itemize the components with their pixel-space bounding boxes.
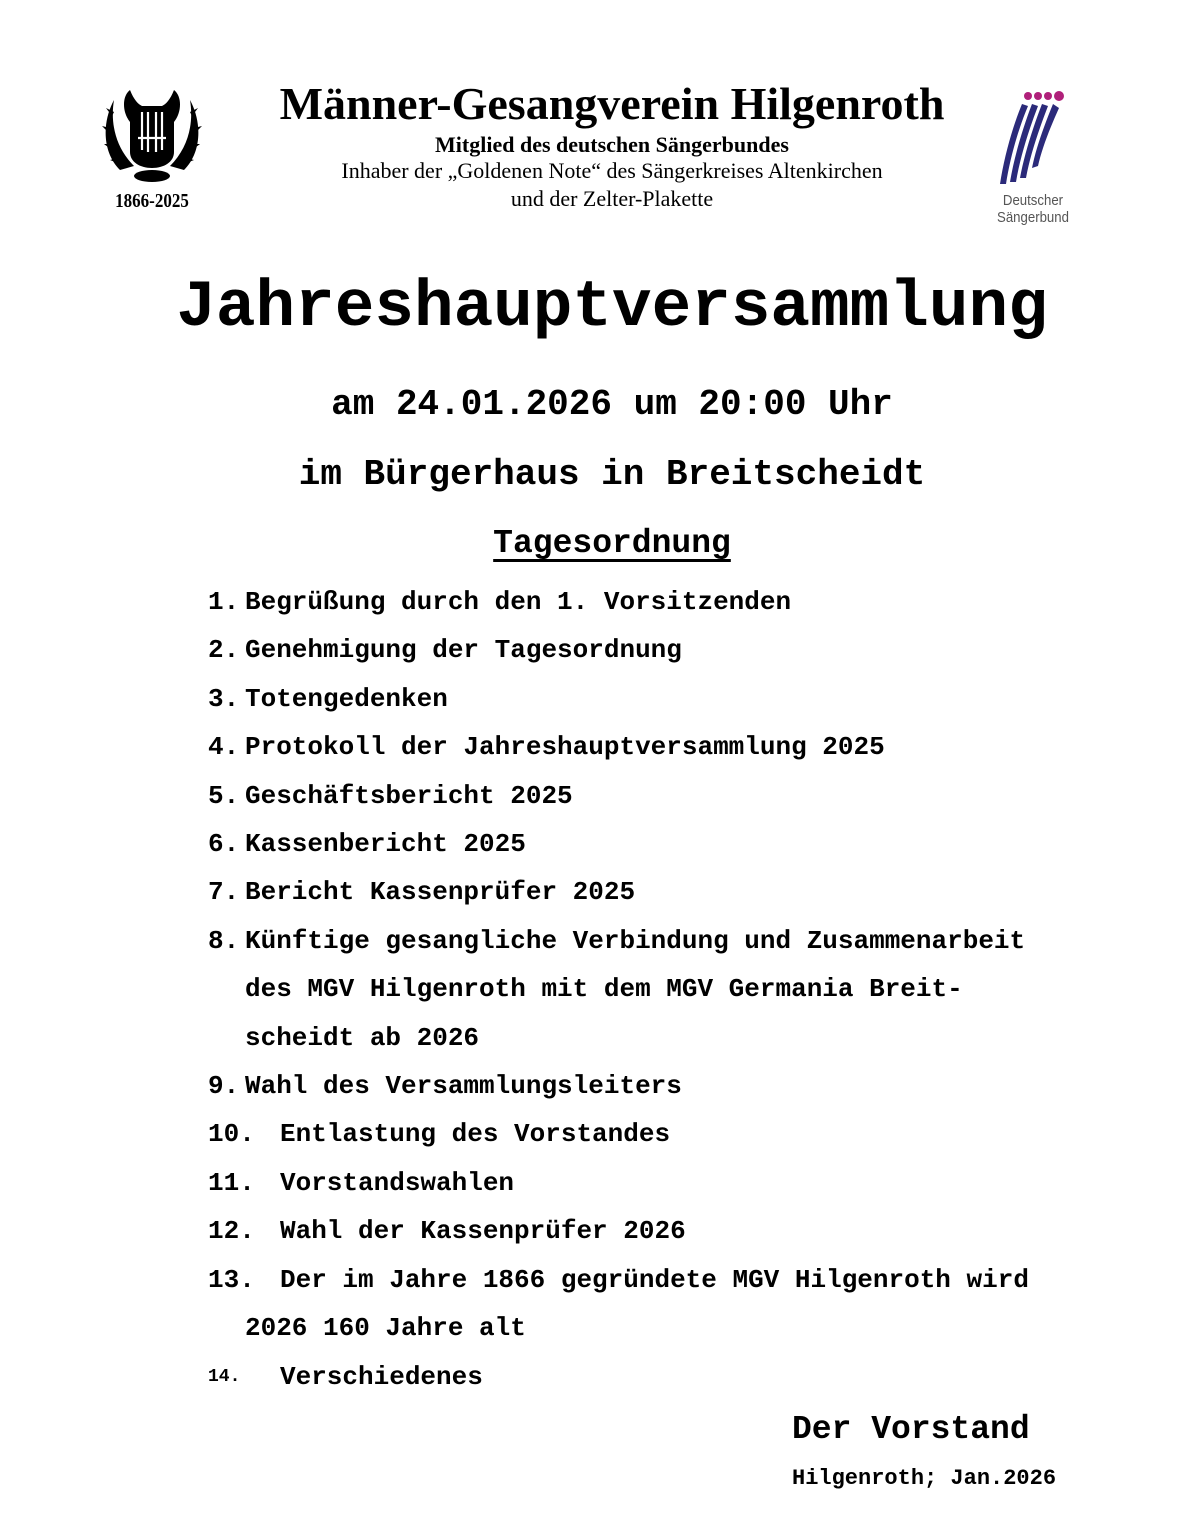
signature: Der Vorstand	[792, 1411, 1030, 1448]
place-date: Hilgenroth; Jan.2026	[792, 1466, 1057, 1491]
agenda-item-number: 11.	[208, 1167, 255, 1198]
agenda-item	[208, 1353, 1128, 1401]
agenda-item-text: Totengedenken	[245, 683, 448, 714]
agenda-item-text: Kassenbericht 2025	[245, 829, 526, 860]
agenda-item	[208, 675, 1128, 723]
agenda-item-number: 14.	[208, 1366, 241, 1387]
agenda-item	[208, 917, 1128, 1062]
agenda-item-number: 4.	[208, 732, 240, 763]
membership-line: Mitglied des deutschen Sängerbundes	[435, 132, 789, 157]
agenda-item-text: Begrüßung durch den 1. Vorsitzenden	[245, 587, 792, 617]
emblem-years: 1866-2025	[115, 190, 189, 212]
agenda-item	[208, 1256, 1128, 1353]
page-title: Jahreshauptversammlung	[176, 270, 1048, 345]
agenda-item-number: 8.	[208, 925, 240, 956]
agenda-item-text: Verschiedenes	[280, 1361, 483, 1392]
agenda-item-number: 12.	[208, 1216, 255, 1247]
agenda-item-text: Protokoll der Jahreshauptversammlung 2025	[245, 732, 885, 763]
agenda-item-text: Geschäftsbericht 2025	[245, 780, 573, 811]
agenda-item-text: Genehmigung der Tagesordnung	[245, 635, 682, 666]
agenda-item-number: 5.	[208, 780, 240, 811]
agenda-item-number: 1.	[208, 587, 240, 617]
agenda-item	[208, 1062, 1128, 1110]
agenda-item-text: Vorstandswahlen	[280, 1167, 515, 1198]
agenda-heading-text: Tagesordnung	[493, 525, 731, 562]
agenda-item-text: Wahl der Kassenprüfer 2026	[280, 1216, 686, 1247]
agenda-item-text: Entlastung des Vorstandes	[280, 1119, 671, 1150]
club-name: Männer-Gesangverein Hilgenroth	[279, 78, 945, 129]
agenda-item-text: Der im Jahre 1866 gegründete MGV Hilgenroth wird 2026 160 Jahre alt	[245, 1264, 1029, 1344]
agenda-list	[208, 578, 1128, 1401]
agenda-item-number: 9.	[208, 1071, 240, 1102]
agenda-heading	[0, 522, 1184, 566]
agenda-item-number: 3.	[208, 683, 240, 714]
agenda-item	[208, 772, 1128, 820]
event-place: im Bürgerhaus in Breitscheidt	[298, 454, 926, 495]
agenda-item-text: Künftige gesangliche Verbindung und Zusammenarbeit des MGV Hilgenroth mit dem MGV Germania Breit- scheidt ab 2026	[245, 925, 1026, 1053]
lyre-emblem-icon	[100, 82, 204, 186]
agenda-item-number: 13.	[208, 1264, 255, 1295]
agenda-item	[208, 578, 1128, 626]
agenda-item	[208, 626, 1128, 674]
letterhead	[0, 0, 1184, 230]
agenda-item-number: 2.	[208, 635, 240, 666]
agenda-item-number: 7.	[208, 877, 240, 908]
agenda-item	[208, 1207, 1128, 1255]
agenda-item	[208, 820, 1128, 868]
agenda-item-text: Bericht Kassenprüfer 2025	[245, 877, 636, 908]
agenda-item	[208, 1159, 1128, 1207]
award-line-1: Inhaber der „Goldenen Note“ des Sängerkreises Altenkirchen	[341, 158, 883, 183]
agenda-item-number: 6.	[208, 829, 240, 860]
award-line-2: und der Zelter-Plakette	[510, 186, 714, 211]
agenda-item-text: Wahl des Versammlungsleiters	[245, 1071, 682, 1102]
saengerbund-caption: Deutscher Sängerbund	[997, 192, 1069, 226]
agenda-item	[208, 868, 1128, 916]
agenda-item	[208, 723, 1128, 771]
agenda-item	[208, 1110, 1128, 1158]
saengerbund-logo-icon	[992, 88, 1072, 188]
event-date: am 24.01.2026 um 20:00 Uhr	[331, 384, 893, 425]
agenda-item-number: 10.	[208, 1119, 255, 1150]
